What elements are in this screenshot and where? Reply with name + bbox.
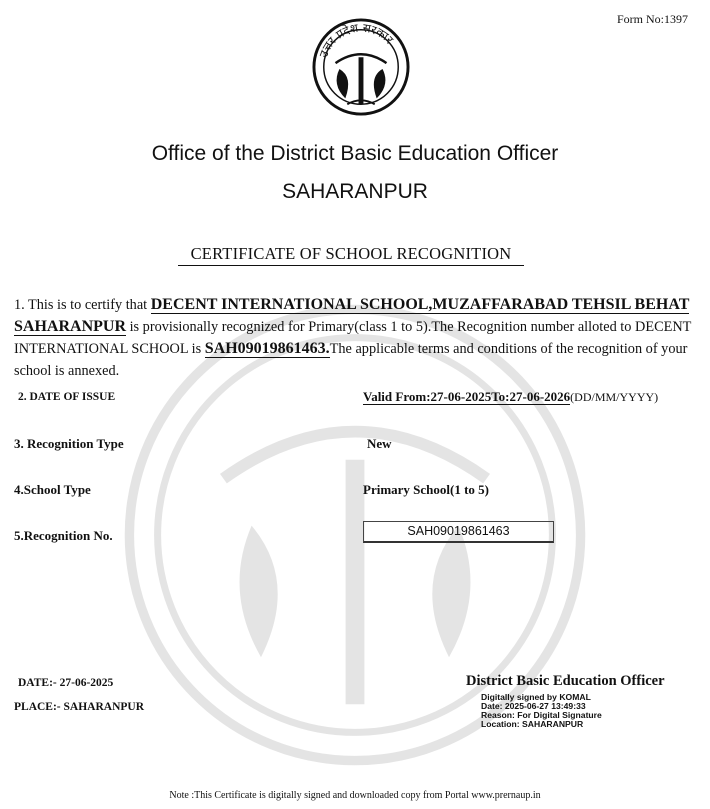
signature-line: Date: 2025-06-27 13:49:33 <box>481 701 586 711</box>
recognition-number-inline: SAH09019861463. <box>204 340 330 357</box>
recognition-number-box: SAH09019861463 <box>363 521 554 543</box>
portal-note: Note :This Certificate is digitally signed and downloaded copy from Portal www.prernaup.in <box>169 790 541 801</box>
certification-paragraph <box>14 294 704 382</box>
valid-dates: Valid From:27-06-2025To:27-06-2026 <box>363 389 571 404</box>
recognition-type-value: New <box>367 436 392 451</box>
up-government-emblem <box>312 18 410 116</box>
school-name: DECENT INTERNATIONAL SCHOOL,MUZAFFARABAD TEHSIL BEHAT SAHARANPUR <box>14 296 690 335</box>
officer-title: District Basic Education Officer <box>466 673 665 689</box>
signature-line: Reason: For Digital Signature <box>481 710 602 720</box>
para-prefix: 1. This is to certify that <box>14 297 151 313</box>
recognition-number-label: 5.Recognition No. <box>14 528 113 543</box>
date-format: (DD/MM/YYYY) <box>570 390 659 404</box>
date-of-issue-label: 2. DATE OF ISSUE <box>18 391 116 403</box>
district-name: SAHARANPUR <box>282 180 428 203</box>
para-suffix: The applicable terms and conditions of the recognition of your school is annexed. <box>14 341 688 379</box>
office-title: Office of the District Basic Education Officer <box>151 142 559 165</box>
validity-period <box>363 389 658 405</box>
issue-date: DATE:- 27-06-2025 <box>18 677 114 689</box>
para-middle: is provisionally recognized for Primary(class 1 to 5).The Recognition number alloted to DECENT INTERNATIONAL SCHOOL is <box>14 319 692 357</box>
issue-place: PLACE:- SAHARANPUR <box>14 701 145 713</box>
signature-line: Location: SAHARANPUR <box>481 719 584 729</box>
school-type-label: 4.School Type <box>14 482 91 497</box>
certificate-title: CERTIFICATE OF SCHOOL RECOGNITION <box>178 244 524 266</box>
signature-line: Digitally signed by KOMAL <box>481 692 591 702</box>
recognition-type-label: 3. Recognition Type <box>14 436 124 451</box>
digital-signature <box>481 693 602 729</box>
school-type-value: Primary School(1 to 5) <box>363 482 490 497</box>
form-number: Form No:1397 <box>616 12 688 26</box>
emblem-text: उत्तर प्रदेश सरकार <box>316 20 397 60</box>
